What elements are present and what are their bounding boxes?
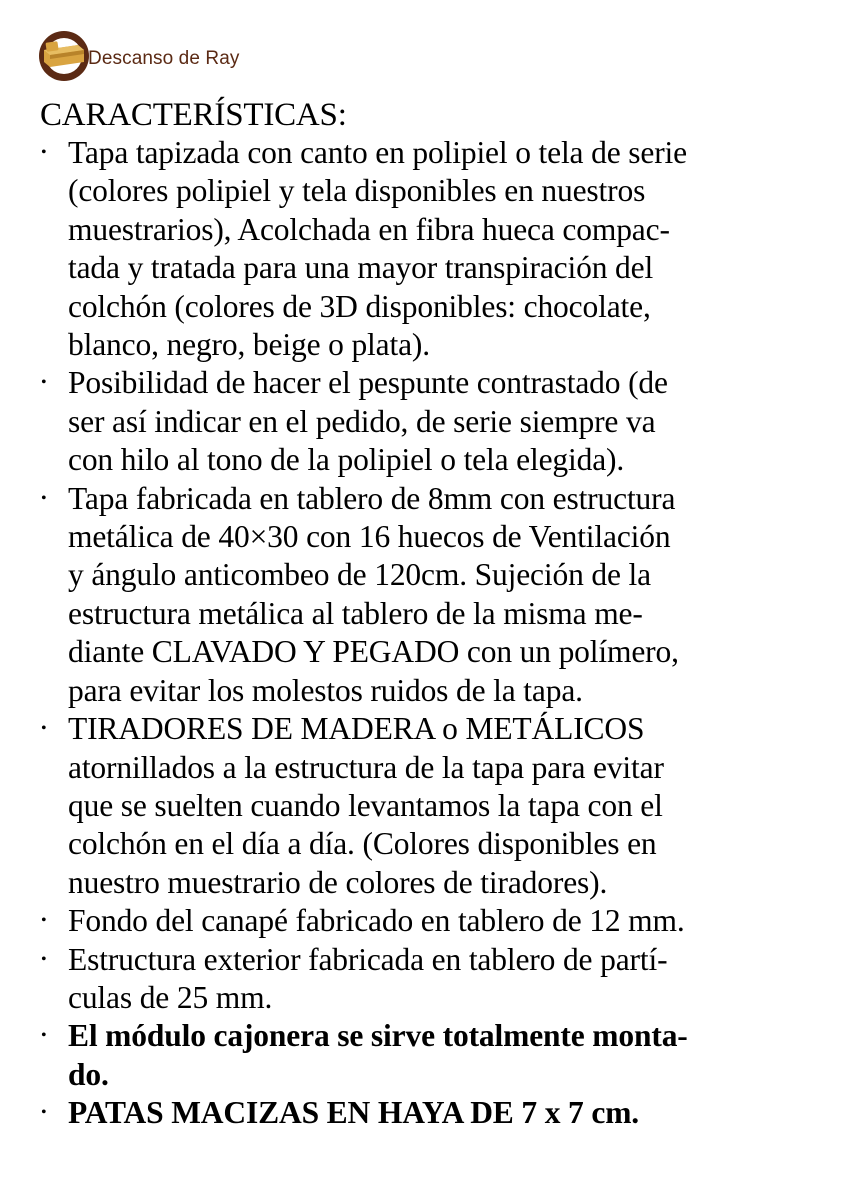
bullet-icon: •	[41, 950, 47, 968]
feature-item	[40, 364, 830, 479]
feature-text	[68, 710, 830, 902]
feature-text	[68, 1017, 830, 1094]
feature-item	[40, 1094, 830, 1132]
brand-header	[38, 30, 239, 82]
feature-line: para evitar los molestos ruidos de la tapa.	[68, 672, 583, 708]
feature-line: muestrarios), Acolchada en fibra hueca compac-	[68, 211, 670, 247]
feature-text	[68, 480, 830, 710]
feature-line: metálica de 40×30 con 16 huecos de Ventilación	[68, 519, 671, 555]
feature-line: culas de 25 mm.	[68, 979, 273, 1015]
bullet-icon: •	[41, 489, 47, 507]
feature-line: Fondo del canapé fabricado en tablero de 12 mm.	[68, 903, 685, 939]
feature-line: nuestro muestrario de colores de tiradores).	[68, 864, 608, 900]
features-heading: CARACTERÍSTICAS:	[40, 97, 347, 133]
bed-logo-icon	[38, 30, 90, 82]
feature-item	[40, 1017, 830, 1094]
feature-line: PATAS MACIZAS EN HAYA DE 7 x 7 cm.	[68, 1095, 640, 1131]
feature-line: El módulo cajonera se sirve totalmente monta-	[68, 1018, 688, 1054]
feature-text	[68, 1094, 830, 1132]
feature-line: (colores polipiel y tela disponibles en nuestros	[68, 173, 646, 209]
feature-item	[40, 134, 830, 364]
feature-text	[68, 134, 830, 364]
bullet-icon: •	[41, 912, 47, 930]
feature-text	[68, 902, 830, 940]
feature-line: con hilo al tono de la polipiel o tela elegida).	[68, 442, 625, 478]
feature-item	[40, 902, 830, 940]
feature-text	[68, 364, 830, 479]
brand-name: Descanso de Ray	[88, 48, 240, 69]
feature-line: Estructura exterior fabricada en tablero de partí-	[68, 941, 668, 977]
bullet-icon: •	[41, 144, 47, 161]
feature-line: que se suelten cuando levantamos la tapa con el	[68, 787, 663, 823]
feature-item	[40, 941, 830, 1018]
bullet-icon: •	[41, 1104, 47, 1122]
feature-line: Tapa tapizada con canto en polipiel o tela de serie	[68, 135, 687, 170]
features-list	[40, 134, 830, 1133]
feature-item	[40, 480, 830, 710]
feature-line: colchón en el día a día. (Colores disponibles en	[68, 826, 657, 862]
bullet-icon: •	[41, 374, 47, 392]
feature-line: tada y tratada para una mayor transpiración del	[68, 250, 654, 286]
feature-line: y ángulo anticombeo de 120cm. Sujeción de la	[68, 557, 651, 593]
feature-line: TIRADORES DE MADERA o METÁLICOS	[68, 711, 645, 747]
bullet-icon: •	[41, 720, 47, 738]
feature-line: ser así indicar en el pedido, de serie siempre va	[68, 403, 656, 439]
feature-line: colchón (colores de 3D disponibles: chocolate,	[68, 288, 651, 324]
feature-item	[40, 710, 830, 902]
feature-line: Posibilidad de hacer el pespunte contrastado (de	[68, 365, 668, 401]
bullet-icon: •	[41, 1027, 47, 1045]
feature-line: blanco, negro, beige o plata).	[68, 327, 430, 363]
feature-line: estructura metálica al tablero de la misma me-	[68, 595, 643, 631]
features-document	[40, 96, 830, 1133]
feature-line: do.	[68, 1056, 109, 1092]
feature-line: Tapa fabricada en tablero de 8mm con estructura	[68, 480, 676, 516]
feature-text	[68, 941, 830, 1018]
feature-line: diante CLAVADO Y PEGADO con un polímero,	[68, 634, 679, 670]
feature-line: atornillados a la estructura de la tapa para evitar	[68, 749, 664, 785]
